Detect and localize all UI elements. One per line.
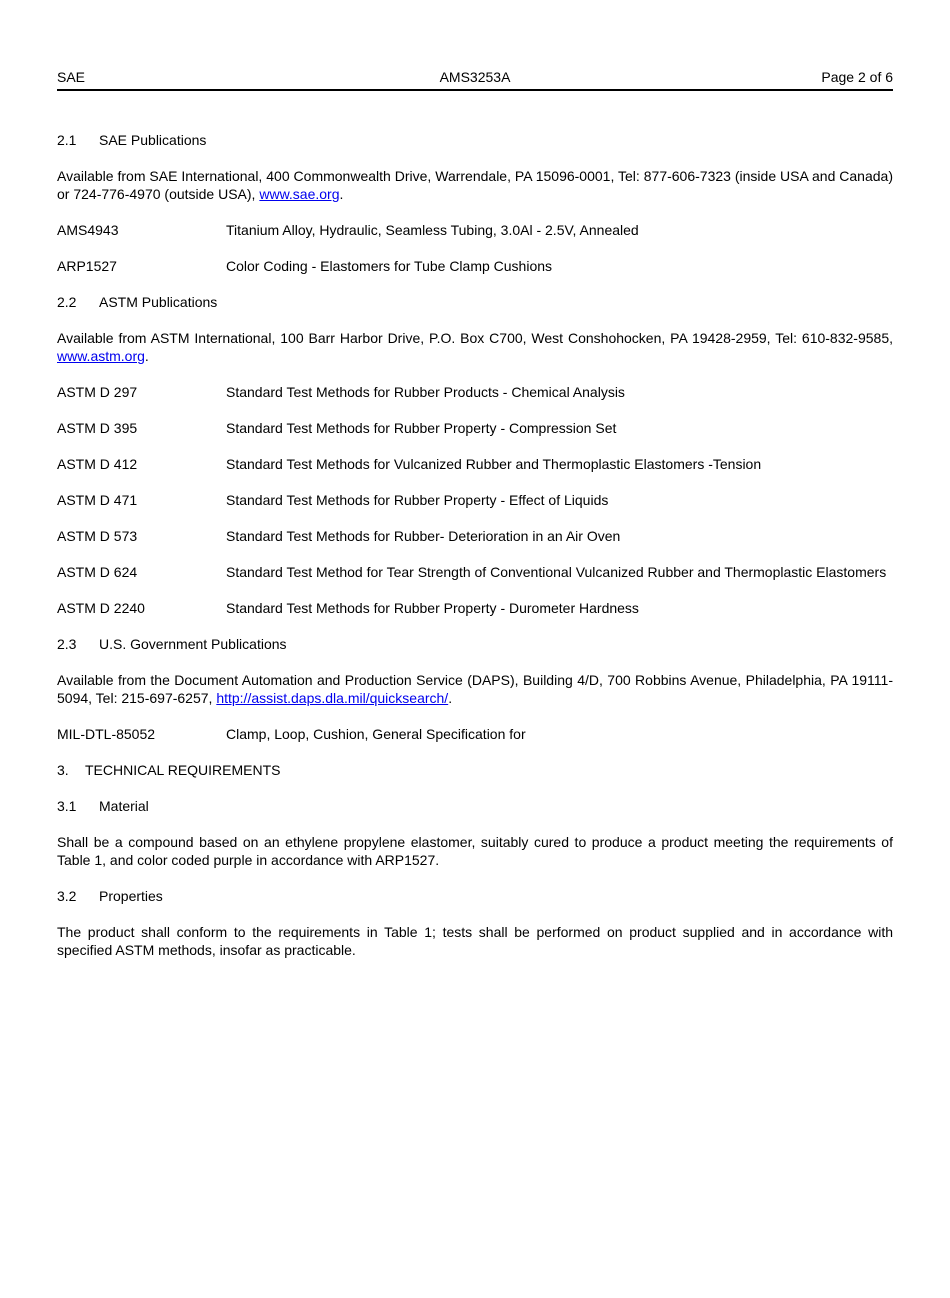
header-doc-number: AMS3253A bbox=[439, 69, 511, 85]
paragraph-material: Shall be a compound based on an ethylene propylene elastomer, suitably cured to produce a product meeting the requirements of Table 1, and color coded purple in accordance with ARP1527. bbox=[57, 834, 893, 868]
reference-title: Standard Test Methods for Rubber Property - Durometer Hardness bbox=[226, 600, 639, 616]
paragraph-text: . bbox=[339, 186, 344, 202]
paragraph-text: Available from the Document Automation and Production Service (DAPS), Building 4/D, 700 Robbins Avenue, Philadelphia, PA 19111-5094, Tel: 215-697-6257, bbox=[57, 672, 893, 706]
section-number: 3.1 bbox=[57, 798, 77, 814]
section-title: Properties bbox=[99, 888, 163, 904]
section-heading-2-3 bbox=[57, 635, 893, 653]
reference-row bbox=[57, 221, 893, 239]
section-number: 2.3 bbox=[57, 636, 77, 652]
paragraph-text: . bbox=[144, 348, 149, 364]
reference-row bbox=[57, 383, 893, 401]
paragraph-sae-availability bbox=[57, 167, 893, 203]
document-body bbox=[57, 131, 893, 959]
reference-title: Standard Test Methods for Rubber Property - Effect of Liquids bbox=[226, 492, 609, 508]
reference-id: ASTM D 624 bbox=[57, 564, 138, 580]
paragraph-text: Available from ASTM International, 100 Barr Harbor Drive, P.O. Box C700, West Conshohocken, PA 19428-2959, Tel: 610-832-9585, bbox=[57, 330, 893, 346]
reference-id: ASTM D 471 bbox=[57, 492, 138, 508]
header-page-number: Page 2 of 6 bbox=[821, 69, 894, 85]
section-heading-2-1 bbox=[57, 131, 893, 149]
reference-row bbox=[57, 455, 893, 473]
reference-title: Standard Test Method for Tear Strength of Conventional Vulcanized Rubber and Thermoplastic Elastomers bbox=[226, 564, 887, 580]
reference-title: Standard Test Methods for Rubber Products - Chemical Analysis bbox=[226, 384, 625, 400]
reference-id: ASTM D 297 bbox=[57, 384, 138, 400]
astm-org-link[interactable]: www.astm.org bbox=[57, 348, 145, 364]
reference-id: MIL-DTL-85052 bbox=[57, 726, 156, 742]
reference-row bbox=[57, 527, 893, 545]
section-heading-3-2 bbox=[57, 887, 893, 905]
section-heading-3 bbox=[57, 761, 893, 779]
reference-title: Standard Test Methods for Rubber- Deterioration in an Air Oven bbox=[226, 528, 621, 544]
paragraph-astm-availability bbox=[57, 329, 893, 365]
reference-title: Clamp, Loop, Cushion, General Specification for bbox=[226, 726, 526, 742]
reference-title: Titanium Alloy, Hydraulic, Seamless Tubing, 3.0Al - 2.5V, Annealed bbox=[226, 222, 639, 238]
document-page bbox=[0, 68, 950, 1298]
reference-title: Standard Test Methods for Vulcanized Rubber and Thermoplastic Elastomers -Tension bbox=[226, 456, 762, 472]
reference-row bbox=[57, 725, 893, 743]
reference-row bbox=[57, 419, 893, 437]
section-title: Material bbox=[99, 798, 149, 814]
reference-id: ARP1527 bbox=[57, 258, 117, 274]
paragraph-properties: The product shall conform to the requirements in Table 1; tests shall be performed on product supplied and in accordance with specified ASTM methods, insofar as practicable. bbox=[57, 924, 893, 958]
section-number: 3.2 bbox=[57, 888, 77, 904]
reference-id: ASTM D 412 bbox=[57, 456, 138, 472]
section-number: 2.2 bbox=[57, 294, 77, 310]
section-number: 2.1 bbox=[57, 132, 77, 148]
section-title: SAE Publications bbox=[99, 132, 207, 148]
section-title: U.S. Government Publications bbox=[99, 636, 287, 652]
reference-id: ASTM D 395 bbox=[57, 420, 138, 436]
section-number: 3. bbox=[57, 762, 69, 778]
reference-row bbox=[57, 599, 893, 617]
reference-id: AMS4943 bbox=[57, 222, 119, 238]
section-heading-2-2 bbox=[57, 293, 893, 311]
paragraph-text: Available from SAE International, 400 Commonwealth Drive, Warrendale, PA 15096-0001, Tel: 877-606-7323 (inside USA and Canada) or 724-776-4970 (outside USA), bbox=[57, 168, 893, 202]
daps-quicksearch-link[interactable]: http://assist.daps.dla.mil/quicksearch/ bbox=[216, 690, 449, 706]
reference-title: Standard Test Methods for Rubber Property - Compression Set bbox=[226, 420, 617, 436]
reference-row bbox=[57, 563, 893, 581]
reference-id: ASTM D 2240 bbox=[57, 600, 145, 616]
reference-title: Color Coding - Elastomers for Tube Clamp Cushions bbox=[226, 258, 553, 274]
header-org: SAE bbox=[57, 69, 86, 85]
reference-row bbox=[57, 257, 893, 275]
paragraph-text: . bbox=[448, 690, 453, 706]
reference-id: ASTM D 573 bbox=[57, 528, 138, 544]
sae-org-link[interactable]: www.sae.org bbox=[259, 186, 340, 202]
reference-row bbox=[57, 491, 893, 509]
section-heading-3-1 bbox=[57, 797, 893, 815]
section-title: TECHNICAL REQUIREMENTS bbox=[85, 762, 281, 778]
page-header bbox=[57, 68, 893, 91]
section-title: ASTM Publications bbox=[99, 294, 218, 310]
paragraph-gov-availability bbox=[57, 671, 893, 707]
